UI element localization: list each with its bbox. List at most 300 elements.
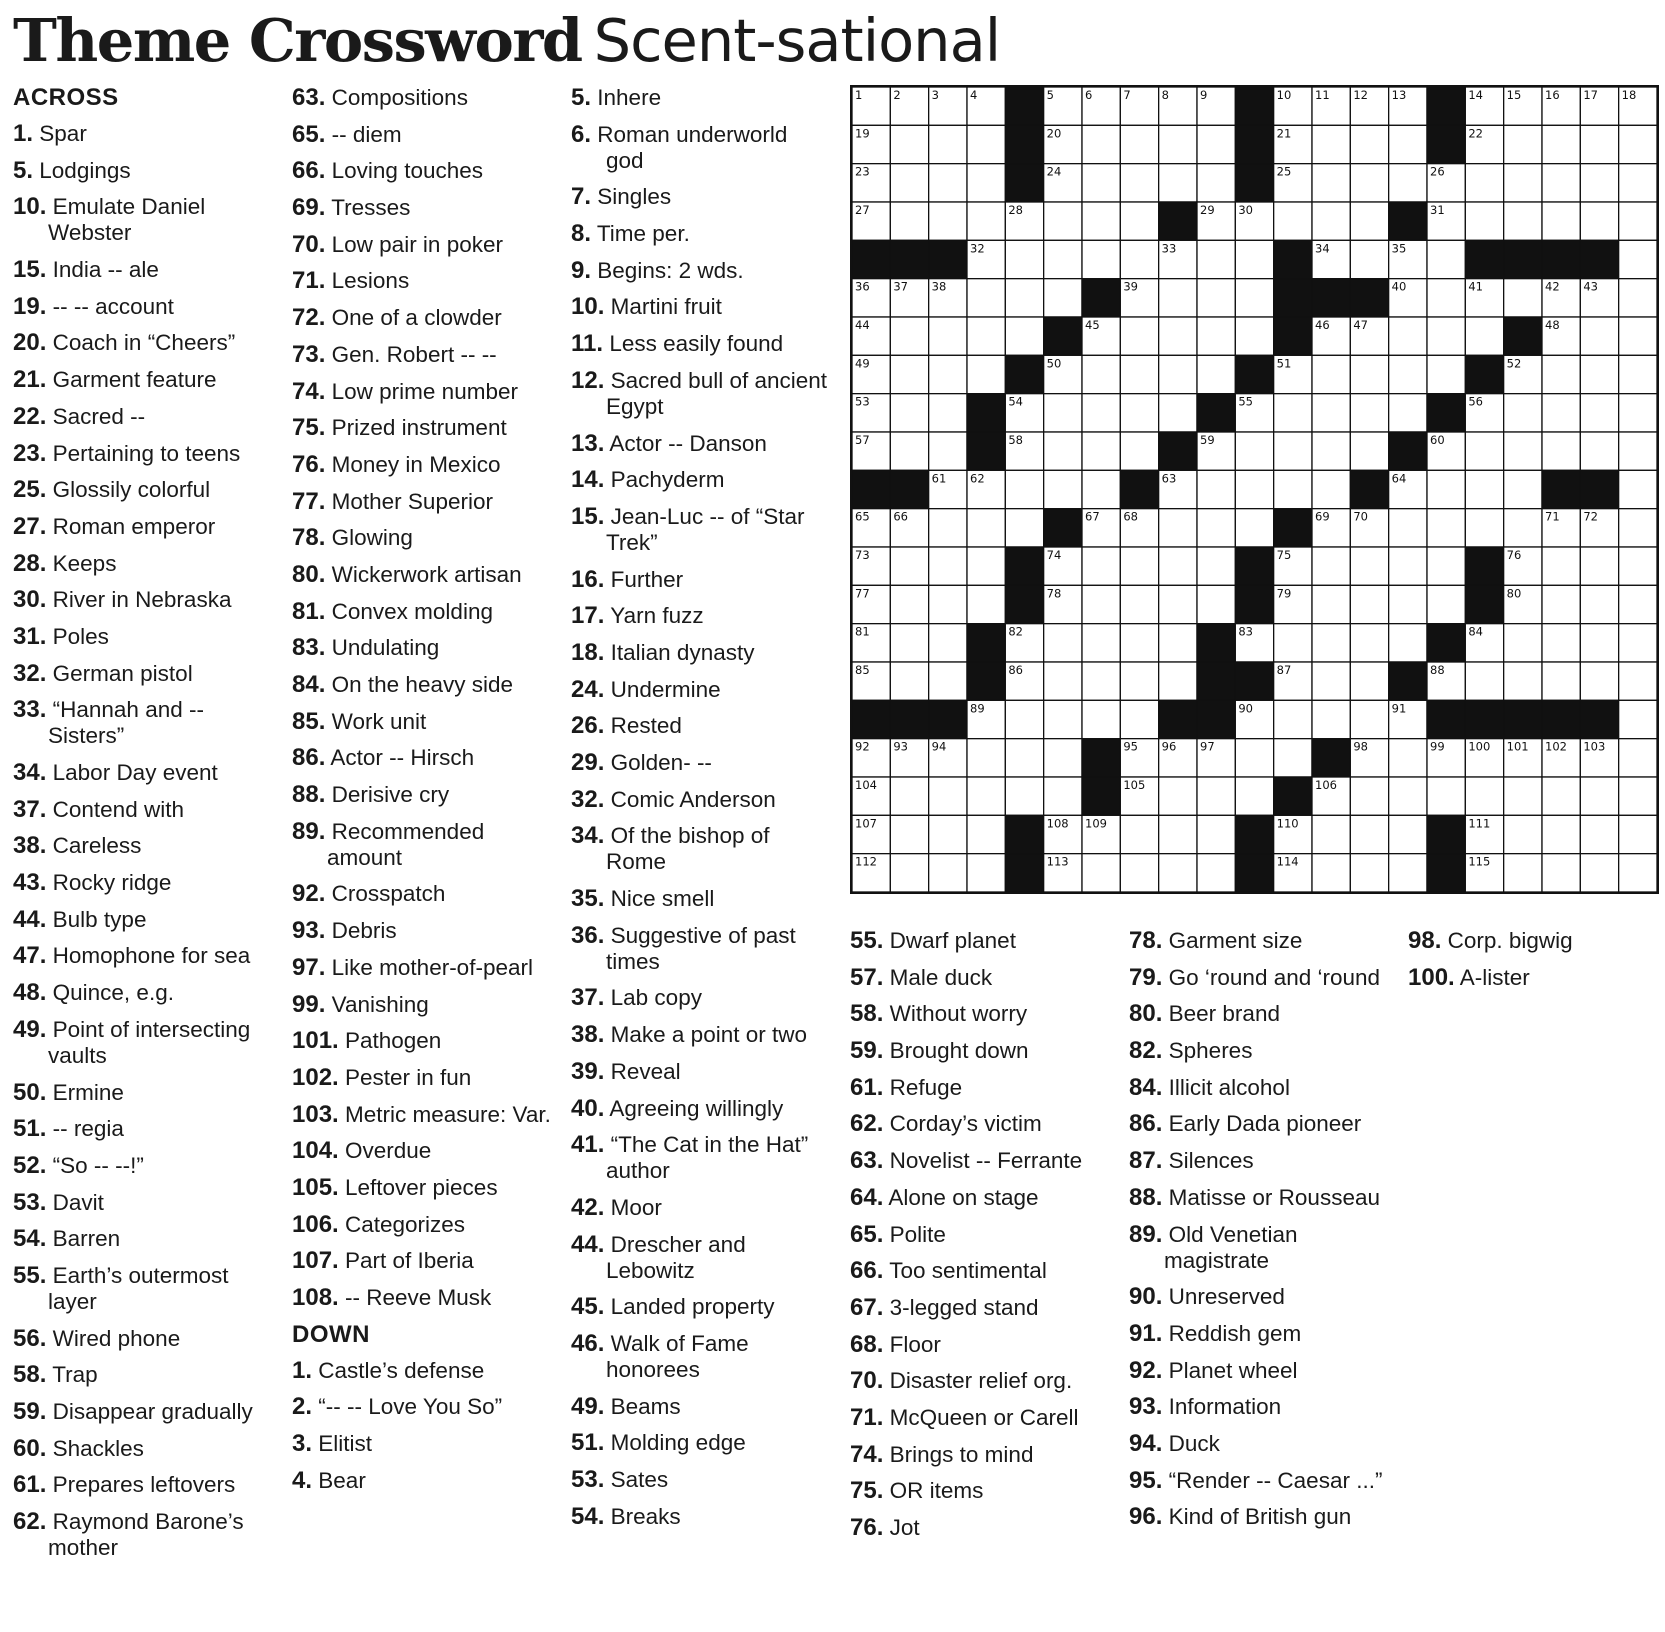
grid-cell[interactable] [1427, 509, 1465, 547]
grid-cell[interactable] [1389, 164, 1427, 202]
grid-cell[interactable] [1197, 355, 1235, 393]
grid-cell[interactable] [1619, 547, 1657, 585]
grid-cell[interactable] [1619, 854, 1657, 892]
grid-cell[interactable] [1619, 317, 1657, 355]
down-clue [571, 1394, 831, 1420]
grid-cell[interactable] [1619, 432, 1657, 470]
grid-cell[interactable] [1504, 279, 1542, 317]
grid-cell[interactable] [1580, 202, 1618, 240]
grid-cell-number: 44 [855, 318, 870, 332]
grid-cell[interactable] [1274, 624, 1312, 662]
grid-cell[interactable] [1120, 240, 1158, 278]
grid-cell[interactable] [1120, 432, 1158, 470]
grid-cell[interactable] [929, 164, 967, 202]
grid-cell[interactable] [1389, 854, 1427, 892]
clue-text: Pertaining to teens [52, 440, 241, 466]
grid-cell[interactable] [1005, 777, 1043, 815]
grid-cell[interactable] [1580, 317, 1618, 355]
grid-cell[interactable] [1542, 164, 1580, 202]
grid-cell[interactable] [1619, 585, 1657, 623]
grid-cell[interactable] [1580, 432, 1618, 470]
grid-cell[interactable] [967, 279, 1005, 317]
grid-cell[interactable] [929, 585, 967, 623]
grid-cell[interactable] [1542, 432, 1580, 470]
grid-cell[interactable] [1542, 202, 1580, 240]
grid-cell[interactable] [967, 509, 1005, 547]
grid-cell[interactable] [1312, 202, 1350, 240]
clue-text: Of the bishop of Rome [606, 823, 770, 875]
grid-cell[interactable] [1542, 394, 1580, 432]
grid-cell[interactable] [1197, 815, 1235, 853]
clue-text: Beams [610, 1393, 681, 1419]
grid-cell[interactable] [1542, 125, 1580, 163]
grid-cell-number: 36 [855, 279, 870, 294]
grid-cell[interactable] [929, 125, 967, 163]
grid-cell[interactable] [1044, 470, 1082, 508]
grid-cell[interactable] [890, 317, 928, 355]
grid-cell[interactable] [1197, 585, 1235, 623]
clue-text: Like mother-of-pearl [331, 954, 533, 980]
grid-cell[interactable] [890, 662, 928, 700]
across-clue [292, 1028, 562, 1054]
grid-cell[interactable] [967, 585, 1005, 623]
grid-cell[interactable] [929, 624, 967, 662]
grid-cell[interactable] [890, 432, 928, 470]
grid-cell[interactable] [1542, 815, 1580, 853]
grid-cell[interactable] [890, 815, 928, 853]
grid-cell[interactable] [1580, 662, 1618, 700]
grid-cell[interactable] [929, 355, 967, 393]
grid-cell[interactable] [1197, 547, 1235, 585]
grid-cell[interactable] [1427, 777, 1465, 815]
grid-cell[interactable] [1504, 777, 1542, 815]
across-clue [292, 1285, 562, 1311]
grid-cell[interactable] [1504, 470, 1542, 508]
across-clue [13, 551, 273, 577]
grid-cell[interactable] [1619, 125, 1657, 163]
grid-cell[interactable] [1197, 470, 1235, 508]
grid-cell[interactable] [1619, 202, 1657, 240]
grid-cell[interactable] [1580, 164, 1618, 202]
grid-cell[interactable] [1044, 394, 1082, 432]
grid-cell[interactable] [1350, 164, 1388, 202]
puzzle-title: Theme Crossword [13, 6, 582, 75]
grid-cell[interactable] [1389, 777, 1427, 815]
grid-cell[interactable] [1504, 509, 1542, 547]
grid-cell[interactable] [1082, 585, 1120, 623]
grid-cell[interactable] [1120, 854, 1158, 892]
grid-cell[interactable] [1619, 164, 1657, 202]
grid-cell[interactable] [1274, 394, 1312, 432]
grid-block [1235, 815, 1273, 853]
grid-cell[interactable] [1350, 125, 1388, 163]
grid-cell-number: 20 [1046, 126, 1062, 141]
grid-cell[interactable] [1159, 279, 1197, 317]
grid-cell[interactable] [1120, 585, 1158, 623]
grid-cell[interactable] [1465, 202, 1503, 240]
grid-cell[interactable] [1504, 432, 1542, 470]
grid-cell[interactable] [1504, 164, 1542, 202]
clue-number: 15. [13, 256, 47, 284]
grid-cell[interactable] [1044, 432, 1082, 470]
grid-block [1235, 87, 1273, 125]
grid-cell[interactable] [967, 815, 1005, 853]
grid-cell[interactable] [1082, 125, 1120, 163]
grid-cell[interactable] [1235, 470, 1273, 508]
grid-cell[interactable] [967, 355, 1005, 393]
grid-cell[interactable] [1159, 815, 1197, 853]
grid-cell[interactable] [1235, 739, 1273, 777]
grid-cell[interactable] [1427, 279, 1465, 317]
grid-cell[interactable] [967, 202, 1005, 240]
grid-cell[interactable] [1465, 317, 1503, 355]
grid-cell[interactable] [1197, 509, 1235, 547]
grid-cell[interactable] [1580, 777, 1618, 815]
across-clue [13, 797, 273, 823]
grid-cell[interactable] [1159, 394, 1197, 432]
grid-cell[interactable] [1159, 777, 1197, 815]
grid-cell[interactable] [1389, 509, 1427, 547]
grid-cell[interactable] [1389, 815, 1427, 853]
grid-cell[interactable] [890, 164, 928, 202]
grid-cell[interactable] [1120, 317, 1158, 355]
grid-cell[interactable] [929, 662, 967, 700]
grid-cell[interactable] [929, 202, 967, 240]
grid-cell[interactable] [890, 777, 928, 815]
grid-cell[interactable] [1312, 854, 1350, 892]
grid-cell[interactable] [1312, 815, 1350, 853]
grid-cell[interactable] [1542, 854, 1580, 892]
grid-cell[interactable] [1082, 432, 1120, 470]
grid-cell[interactable] [1350, 355, 1388, 393]
grid-cell[interactable] [1465, 662, 1503, 700]
across-clue [13, 870, 273, 896]
grid-cell[interactable] [1504, 815, 1542, 853]
grid-cell[interactable] [929, 394, 967, 432]
grid-cell[interactable] [1005, 700, 1043, 738]
grid-cell[interactable] [1504, 854, 1542, 892]
grid-cell[interactable] [1350, 202, 1388, 240]
grid-cell[interactable] [967, 547, 1005, 585]
grid-cell[interactable] [1312, 700, 1350, 738]
grid-cell[interactable] [890, 355, 928, 393]
grid-cell[interactable] [1274, 739, 1312, 777]
grid-cell[interactable] [1312, 394, 1350, 432]
grid-cell[interactable] [1120, 700, 1158, 738]
grid-cell[interactable] [1120, 355, 1158, 393]
grid-cell[interactable] [1005, 509, 1043, 547]
clue-text: Coach in “Cheers” [52, 330, 236, 356]
grid-cell[interactable] [1159, 164, 1197, 202]
grid-cell[interactable] [1389, 547, 1427, 585]
grid-cell[interactable] [1389, 624, 1427, 662]
grid-cell[interactable] [1159, 355, 1197, 393]
grid-cell[interactable] [1312, 585, 1350, 623]
grid-cell[interactable] [1350, 547, 1388, 585]
clue-number: 32. [13, 659, 47, 687]
down-clue [850, 1075, 1115, 1101]
grid-cell-number: 104 [855, 778, 877, 792]
grid-cell[interactable] [1312, 662, 1350, 700]
grid-cell[interactable] [1120, 202, 1158, 240]
grid-cell[interactable] [1044, 279, 1082, 317]
grid-cell[interactable] [1197, 279, 1235, 317]
grid-cell[interactable] [1120, 394, 1158, 432]
grid-cell[interactable] [967, 777, 1005, 815]
grid-cell[interactable] [1274, 432, 1312, 470]
grid-cell[interactable] [1350, 662, 1388, 700]
grid-cell[interactable] [1465, 470, 1503, 508]
grid-cell[interactable] [1389, 739, 1427, 777]
grid-cell[interactable] [1005, 279, 1043, 317]
grid-cell[interactable] [1159, 125, 1197, 163]
grid-cell[interactable] [1082, 355, 1120, 393]
grid-cell-number: 97 [1200, 739, 1215, 754]
grid-cell-number: 76 [1506, 548, 1522, 562]
grid-cell[interactable] [1197, 125, 1235, 163]
grid-cell[interactable] [1235, 432, 1273, 470]
grid-cell[interactable] [1465, 777, 1503, 815]
grid-cell[interactable] [1465, 164, 1503, 202]
grid-cell[interactable] [929, 547, 967, 585]
grid-cell[interactable] [1619, 624, 1657, 662]
grid-cell[interactable] [1542, 662, 1580, 700]
grid-cell[interactable] [1580, 854, 1618, 892]
grid-cell[interactable] [1082, 164, 1120, 202]
grid-cell[interactable] [1082, 624, 1120, 662]
grid-cell[interactable] [1504, 202, 1542, 240]
clue-number: 21. [13, 366, 47, 394]
grid-cell[interactable] [929, 509, 967, 547]
grid-cell-number: 94 [931, 739, 947, 754]
grid-cell[interactable] [1427, 317, 1465, 355]
grid-cell[interactable] [1350, 815, 1388, 853]
grid-cell[interactable] [1082, 700, 1120, 738]
grid-cell[interactable] [1542, 355, 1580, 393]
grid-cell[interactable] [1120, 547, 1158, 585]
across-clue [292, 635, 562, 661]
clue-text: Trap [52, 1362, 98, 1388]
grid-cell[interactable] [929, 317, 967, 355]
grid-cell[interactable] [1235, 509, 1273, 547]
grid-cell-number: 57 [855, 433, 870, 447]
grid-cell[interactable] [1044, 777, 1082, 815]
grid-cell[interactable] [1312, 624, 1350, 662]
across-clue [13, 477, 273, 503]
grid-cell[interactable] [1580, 355, 1618, 393]
down-clue [571, 467, 831, 493]
grid-cell[interactable] [1350, 700, 1388, 738]
grid-cell[interactable] [1312, 432, 1350, 470]
grid-cell[interactable] [1542, 585, 1580, 623]
down-clue [1129, 1358, 1394, 1384]
clue-text: Wickerwork artisan [331, 561, 522, 587]
clue-text: One of a clowder [331, 305, 502, 331]
grid-cell[interactable] [1504, 394, 1542, 432]
grid-cell[interactable] [1197, 317, 1235, 355]
grid-cell[interactable] [1350, 585, 1388, 623]
grid-cell[interactable] [1389, 394, 1427, 432]
grid-cell[interactable] [1350, 854, 1388, 892]
grid-cell[interactable] [890, 854, 928, 892]
grid-cell[interactable] [1542, 624, 1580, 662]
grid-cell[interactable] [890, 585, 928, 623]
grid-cell[interactable] [1350, 394, 1388, 432]
grid-cell[interactable] [1619, 470, 1657, 508]
grid-cell[interactable] [967, 739, 1005, 777]
clue-text: Garment size [1168, 928, 1303, 953]
grid-cell[interactable] [890, 125, 928, 163]
clue-text: Go ‘round and ‘round [1168, 964, 1381, 990]
grid-cell[interactable] [1274, 202, 1312, 240]
clue-number: 34. [571, 822, 605, 850]
grid-cell[interactable] [1542, 777, 1580, 815]
grid-cell[interactable] [890, 394, 928, 432]
across-clue [13, 980, 273, 1006]
grid-cell[interactable] [1504, 662, 1542, 700]
grid-cell[interactable] [1350, 432, 1388, 470]
clue-text: River in Nebraska [52, 587, 232, 613]
clue-number: 47. [13, 942, 47, 970]
grid-cell[interactable] [1504, 624, 1542, 662]
grid-cell[interactable] [1082, 240, 1120, 278]
grid-cell[interactable] [1619, 279, 1657, 317]
grid-cell[interactable] [1159, 585, 1197, 623]
grid-cell[interactable] [1235, 317, 1273, 355]
grid-cell[interactable] [967, 164, 1005, 202]
clue-text: Actor -- Hirsch [330, 745, 475, 771]
grid-cell[interactable] [1427, 355, 1465, 393]
grid-cell[interactable] [1427, 547, 1465, 585]
clue-text: Male duck [889, 964, 993, 990]
grid-cell[interactable] [1389, 317, 1427, 355]
grid-cell[interactable] [1619, 355, 1657, 393]
grid-cell[interactable] [1427, 470, 1465, 508]
grid-cell[interactable] [890, 547, 928, 585]
grid-cell[interactable] [1350, 777, 1388, 815]
grid-cell[interactable] [1082, 470, 1120, 508]
grid-cell[interactable] [1044, 202, 1082, 240]
grid-cell-number: 25 [1276, 164, 1292, 179]
grid-cell[interactable] [1389, 585, 1427, 623]
grid-cell[interactable] [1082, 547, 1120, 585]
grid-cell[interactable] [890, 624, 928, 662]
grid-cell[interactable] [1312, 470, 1350, 508]
grid-cell[interactable] [929, 815, 967, 853]
grid-cell[interactable] [1235, 240, 1273, 278]
grid-cell[interactable] [929, 854, 967, 892]
grid-cell[interactable] [1580, 815, 1618, 853]
grid-cell[interactable] [1044, 662, 1082, 700]
grid-cell[interactable] [1197, 240, 1235, 278]
grid-cell[interactable] [1619, 815, 1657, 853]
grid-cell[interactable] [1005, 739, 1043, 777]
clue-text: Wired phone [52, 1325, 181, 1351]
grid-cell[interactable] [1159, 854, 1197, 892]
grid-cell[interactable] [1619, 509, 1657, 547]
grid-cell[interactable] [1044, 739, 1082, 777]
grid-cell[interactable] [929, 432, 967, 470]
grid-cell[interactable] [1350, 624, 1388, 662]
grid-cell[interactable] [1619, 240, 1657, 278]
grid-cell[interactable] [1159, 662, 1197, 700]
grid-cell[interactable] [1082, 202, 1120, 240]
grid-cell[interactable] [1312, 355, 1350, 393]
grid-cell[interactable] [1082, 854, 1120, 892]
grid-cell[interactable] [1542, 547, 1580, 585]
grid-cell[interactable] [1427, 240, 1465, 278]
grid-cell[interactable] [1580, 585, 1618, 623]
grid-cell[interactable] [1005, 470, 1043, 508]
clue-number: 88. [292, 781, 326, 809]
grid-cell[interactable] [1274, 470, 1312, 508]
grid-cell-number: 9 [1200, 88, 1208, 102]
grid-cell[interactable] [967, 854, 1005, 892]
grid-cell[interactable] [1120, 662, 1158, 700]
grid-cell[interactable] [1197, 164, 1235, 202]
grid-cell[interactable] [1235, 777, 1273, 815]
grid-cell[interactable] [1274, 700, 1312, 738]
grid-cell[interactable] [1120, 164, 1158, 202]
grid-cell[interactable] [1580, 394, 1618, 432]
grid-cell[interactable] [1005, 317, 1043, 355]
grid-cell[interactable] [1159, 509, 1197, 547]
grid-cell[interactable] [1312, 164, 1350, 202]
grid-cell[interactable] [1235, 279, 1273, 317]
grid-cell[interactable] [1580, 125, 1618, 163]
grid-cell[interactable] [1427, 585, 1465, 623]
clue-number: 84. [1129, 1073, 1163, 1101]
grid-cell[interactable] [1082, 662, 1120, 700]
grid-cell[interactable] [890, 202, 928, 240]
grid-cell[interactable] [1044, 700, 1082, 738]
grid-cell[interactable] [1580, 624, 1618, 662]
grid-cell[interactable] [1389, 355, 1427, 393]
grid-cell[interactable] [1619, 662, 1657, 700]
grid-cell[interactable] [1044, 624, 1082, 662]
grid-cell[interactable] [1312, 547, 1350, 585]
grid-cell[interactable] [1005, 240, 1043, 278]
grid-cell[interactable] [1120, 815, 1158, 853]
grid-cell[interactable] [1580, 547, 1618, 585]
grid-cell[interactable] [1619, 394, 1657, 432]
grid-cell[interactable] [967, 125, 1005, 163]
grid-cell[interactable] [1082, 394, 1120, 432]
grid-cell[interactable] [1465, 509, 1503, 547]
grid-cell[interactable] [1159, 547, 1197, 585]
grid-cell[interactable] [1120, 125, 1158, 163]
grid-cell[interactable] [1044, 240, 1082, 278]
grid-cell[interactable] [1504, 125, 1542, 163]
clue-number: 62. [850, 1110, 884, 1138]
grid-cell[interactable] [929, 777, 967, 815]
across-clue [13, 121, 273, 147]
grid-cell[interactable] [1619, 739, 1657, 777]
grid-cell[interactable] [967, 317, 1005, 355]
grid-cell[interactable] [1120, 624, 1158, 662]
across-clue [13, 907, 273, 933]
grid-cell[interactable] [1465, 432, 1503, 470]
grid-cell[interactable] [1159, 624, 1197, 662]
grid-cell[interactable] [1197, 854, 1235, 892]
grid-cell[interactable] [1619, 777, 1657, 815]
grid-cell[interactable] [1159, 317, 1197, 355]
grid-cell[interactable] [1619, 700, 1657, 738]
grid-cell[interactable] [1389, 125, 1427, 163]
grid-cell[interactable] [1197, 777, 1235, 815]
grid-cell[interactable] [1350, 240, 1388, 278]
grid-cell[interactable] [1312, 125, 1350, 163]
